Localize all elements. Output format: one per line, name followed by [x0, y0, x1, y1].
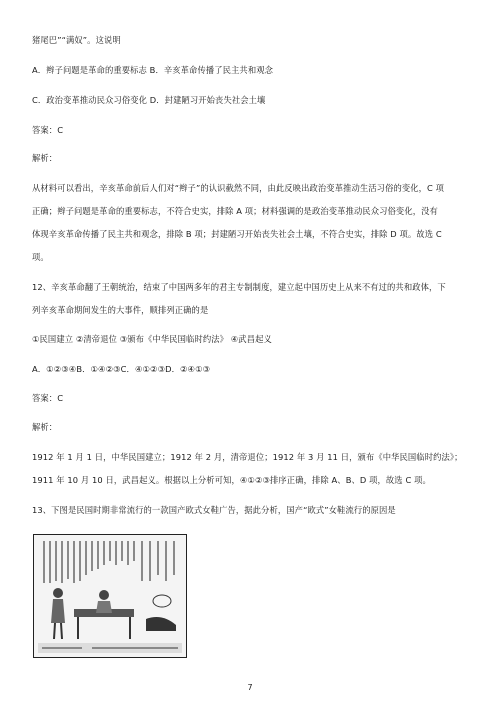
question-12-events: ①民国建立 ②清帝退位 ③颁布《中华民国临时约法》 ④武昌起义 — [32, 334, 272, 344]
option-line-cd: C．政治变革推动民众习俗变化 D．封建陋习开始丧失社会土壤 — [32, 95, 266, 105]
question-13-text: 13、下图是民国时期非常流行的一款国产欧式女鞋广告，据此分析，国产“欧式”女鞋流行的原因是 — [32, 505, 396, 515]
page-number: 7 — [247, 683, 253, 692]
answer-label-12: 答案：C — [32, 393, 64, 403]
analysis-text-4: 项。 — [32, 252, 49, 262]
option-line-ab: A．辫子问题是革命的重要标志 B．辛亥革命传播了民主共和观念 — [32, 65, 274, 75]
analysis-label-12: 解析： — [32, 422, 58, 432]
analysis-label: 解析： — [32, 153, 58, 163]
analysis-text-1: 从材料可以看出，辛亥革命前后人们对“辫子”的认识截然不同，由此反映出政治变革推动生活习俗的变化，C 项 — [32, 183, 445, 193]
analysis-text-2: 正确；辫子问题是革命的重要标志，不符合史实，排除 A 项；材料强调的是政治变革推动民众习俗变化，没有 — [32, 206, 438, 216]
analysis-12-text-2: 1911 年 10 月 10 日，武昌起义。根据以上分析可知，④①②③排序正确，排除 A、B、D 项，故选 C 项。 — [32, 475, 431, 485]
question-12-text-1: 12、辛亥革命翻了王朝统治，结束了中国两多年的君主专制制度，建立起中国历史上从来不有过的共和政体，下 — [32, 282, 446, 292]
answer-label: 答案：C — [32, 125, 64, 135]
question-12-text-2: 列辛亥革命期间发生的大事件，顺排列正确的是 — [32, 305, 209, 315]
text-line-1: 猪尾巴”“满奴”。这说明 — [32, 35, 121, 45]
analysis-text-3: 体现辛亥革命传播了民主共和观念，排除 B 项；封建陋习开始丧失社会土壤，不符合史实，排除 D 项。故选 C — [32, 229, 442, 239]
question-12-options: A．①②③④B．①④②③C．④①②③D．②④①③ — [32, 364, 211, 374]
shoe-advertisement-image — [33, 534, 187, 658]
analysis-12-text-1: 1912 年 1 月 1 日，中华民国建立；1912 年 2 月，清帝退位；1912 年 3 月 11 日，颁布《中华民国临时约法》； — [32, 452, 463, 462]
